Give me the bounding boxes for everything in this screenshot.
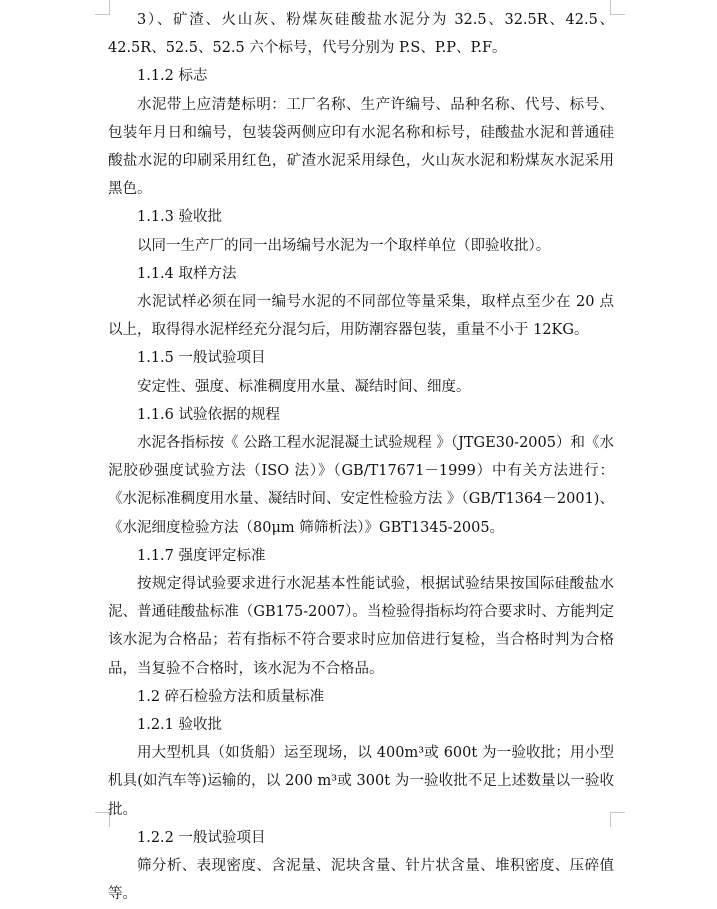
heading-1-1-3: 1.1.3 验收批 [137,209,223,226]
heading-1-1-4: 1.1.4 取样方法 [137,265,237,282]
document-body [108,6,614,909]
paragraph-test-standards: 水泥各指标按《 公路工程水泥混凝土试验规程 》（JTGE30-2005）和《水泥胶砂强度试验方法（ISO 法）》（GB/T17671－1999）中有关方法进行：《水泥标准稠度用水量、凝结时间、安定性检验方法 》（GB/T1364－2001)、《水泥细度检验方法（80μm 筛筛析法）》GBT1345-2005。 [108,435,614,536]
paragraph-acceptance-batch: 以同一生产厂的同一出场编号水泥为一个取样单位（即验收批）。 [137,237,551,254]
heading-1-2-2: 1.2.2 一般试验项目 [137,829,266,846]
paragraph-strength-evaluation: 按规定得试验要求进行水泥基本性能试验，根据试验结果按国际硅酸盐水泥、普通硅酸盐标准（GB175-2007）。当检验得指标均符合要求时、方能判定该水泥为合格品；若有指标不符合要求时应加倍进行复检，当合格时判为合格品，当复验不合格时，该水泥为不合格品。 [108,576,614,677]
heading-1-1-7: 1.1.7 强度评定标准 [137,547,266,564]
heading-1-1-6: 1.1.6 试验依据的规程 [137,406,281,423]
paragraph-sampling: 水泥试样必须在同一编号水泥的不同部位等量采集，取样点至少在 20 点以上，取得得水泥样经充分混匀后，用防潮容器包装，重量不小于 12KG。 [108,294,614,339]
paragraph-cement-grades: 3）、矿渣、火山灰、粉煤灰硅酸盐水泥分为 32.5、32.5R、42.5、42.5R、52.5、52.5 六个标号，代号分别为 P.S、P.P、P.F。 [108,12,614,57]
paragraph-gravel-test-items: 筛分析、表现密度、含泥量、泥块含量、针片状含量、堆积密度、压碎值等。 [108,858,614,903]
paragraph-test-items: 安定性、强度、标准稠度用水量、凝结时间、细度。 [137,378,471,395]
paragraph-marking: 水泥带上应清楚标明：工厂名称、生产许编号、品种名称、代号、标号、包装年月日和编号，包装袋两侧应印有水泥名称和标号，硅酸盐水泥和普通硅酸盐水泥的印刷采用红色，矿渣水泥采用绿色，火山灰水泥和粉煤灰水泥采用黑色。 [108,96,614,198]
heading-1-1-2: 1.1.2 标志 [137,68,208,85]
heading-1-2: 1.2 碎石检验方法和质量标准 [137,688,325,705]
heading-1-1-5: 1.1.5 一般试验项目 [137,350,266,367]
paragraph-gravel-acceptance: 用大型机具（如货船）运至现场，以 400m³或 600t 为一验收批；用小型机具(如汽车等)运输的，以 200 m³或 300t 为一验收批不足上述数量以一验收批。 [108,745,614,818]
heading-1-2-1: 1.2.1 验收批 [137,717,223,734]
